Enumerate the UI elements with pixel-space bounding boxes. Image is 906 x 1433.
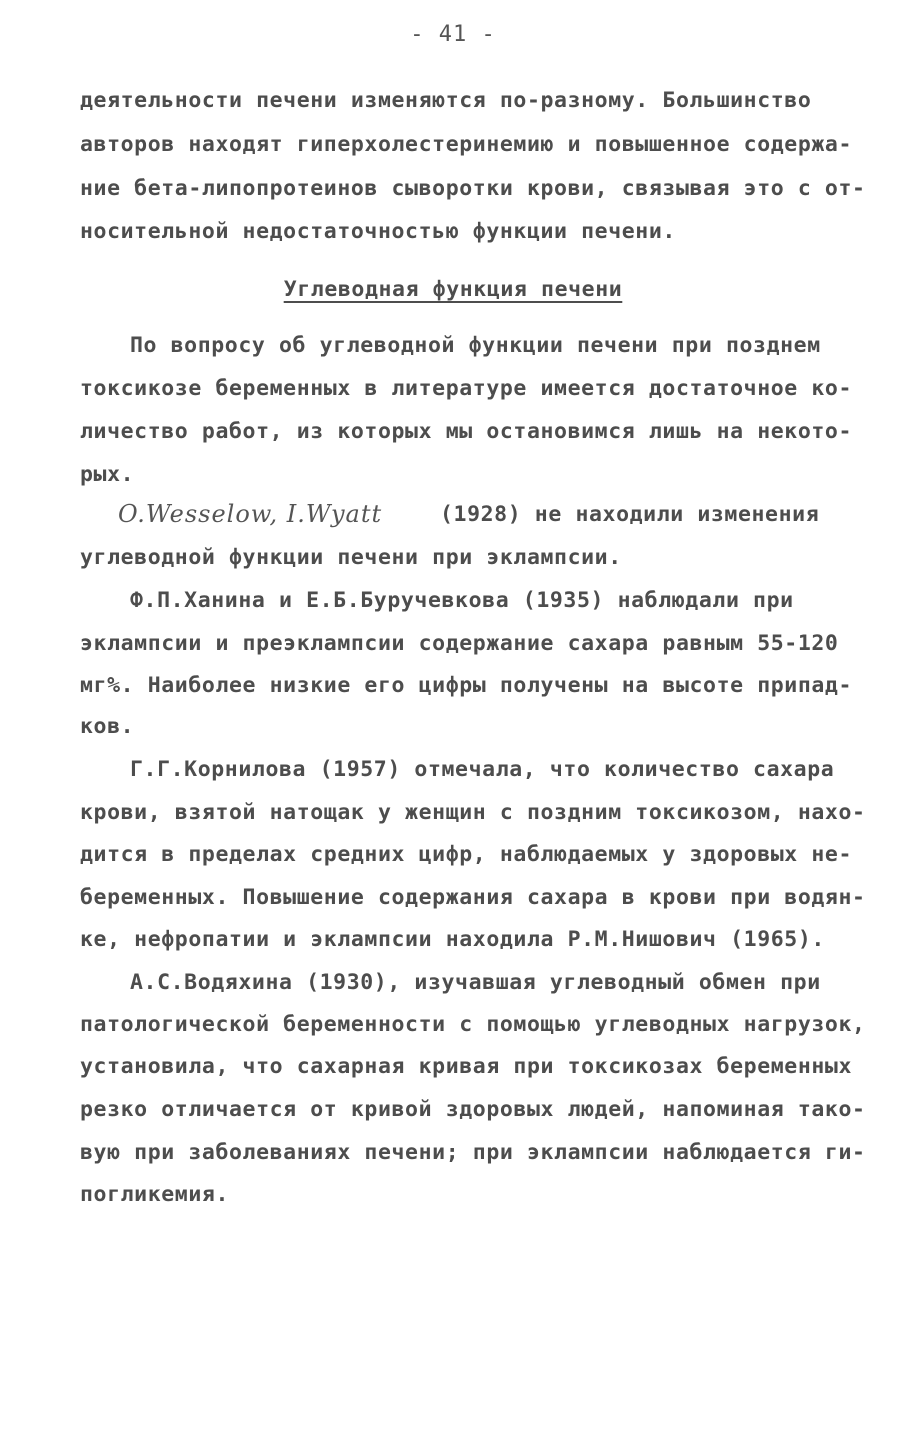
text-line: авторов находят гиперхолестеринемию и повышенное содержа- (80, 132, 853, 157)
text-line: рых. (80, 462, 135, 487)
text-line: дится в пределах средних цифр, наблюдаемых у здоровых не- (80, 842, 853, 867)
text-line: эклампсии и преэклампсии содержание сахара равным 55-120 (80, 631, 839, 656)
text-line: установила, что сахарная кривая при токсикозах беременных (80, 1054, 853, 1079)
text-line: мг%. Наиболее низкие его цифры получены на высоте припад- (80, 673, 853, 698)
text-line: Ф.П.Ханина и Е.Б.Буручевкова (1935) наблюдали при (130, 588, 794, 613)
text-line: По вопросу об углеводной функции печени при позднем (130, 333, 821, 358)
text-line: беременных. Повышение содержания сахара в крови при водян- (80, 885, 866, 910)
text-line: личество работ, из которых мы остановимся лишь на некото- (80, 419, 853, 444)
handwritten-authors: O.Wesselow, I.Wyatt (118, 500, 383, 528)
text-line: А.С.Водяхина (1930), изучавшая углеводный обмен при (130, 970, 821, 995)
text-line: патологической беременности с помощью углеводных нагрузок, (80, 1012, 866, 1037)
text-line: крови, взятой натощак у женщин с поздним токсикозом, нахо- (80, 800, 866, 825)
text-line: носительной недостаточностью функции печени. (80, 219, 676, 244)
text-line: вую при заболеваниях печени; при эклампсии наблюдается ги- (80, 1140, 866, 1165)
text-line: ков. (80, 714, 135, 739)
text-line: деятельности печени изменяются по-разному. Большинство (80, 88, 812, 113)
text-line: (1928) не находили изменения (440, 502, 820, 527)
text-line: токсикозе беременных в литературе имеется достаточное ко- (80, 376, 853, 401)
text-line: ке, нефропатии и эклампсии находила Р.М.Нишович (1965). (80, 927, 825, 952)
page-number: - 41 - (410, 22, 496, 47)
section-heading-text: Углеводная функция печени (283, 277, 623, 302)
text-line: погликемия. (80, 1182, 229, 1207)
text-line: ние бета-липопротеинов сыворотки крови, связывая это с от- (80, 176, 866, 201)
section-heading (0, 277, 906, 302)
text-line: резко отличается от кривой здоровых людей, напоминая тако- (80, 1097, 866, 1122)
text-line: Г.Г.Корнилова (1957) отмечала, что количество сахара (130, 757, 835, 782)
text-line: углеводной функции печени при эклампсии. (80, 545, 622, 570)
